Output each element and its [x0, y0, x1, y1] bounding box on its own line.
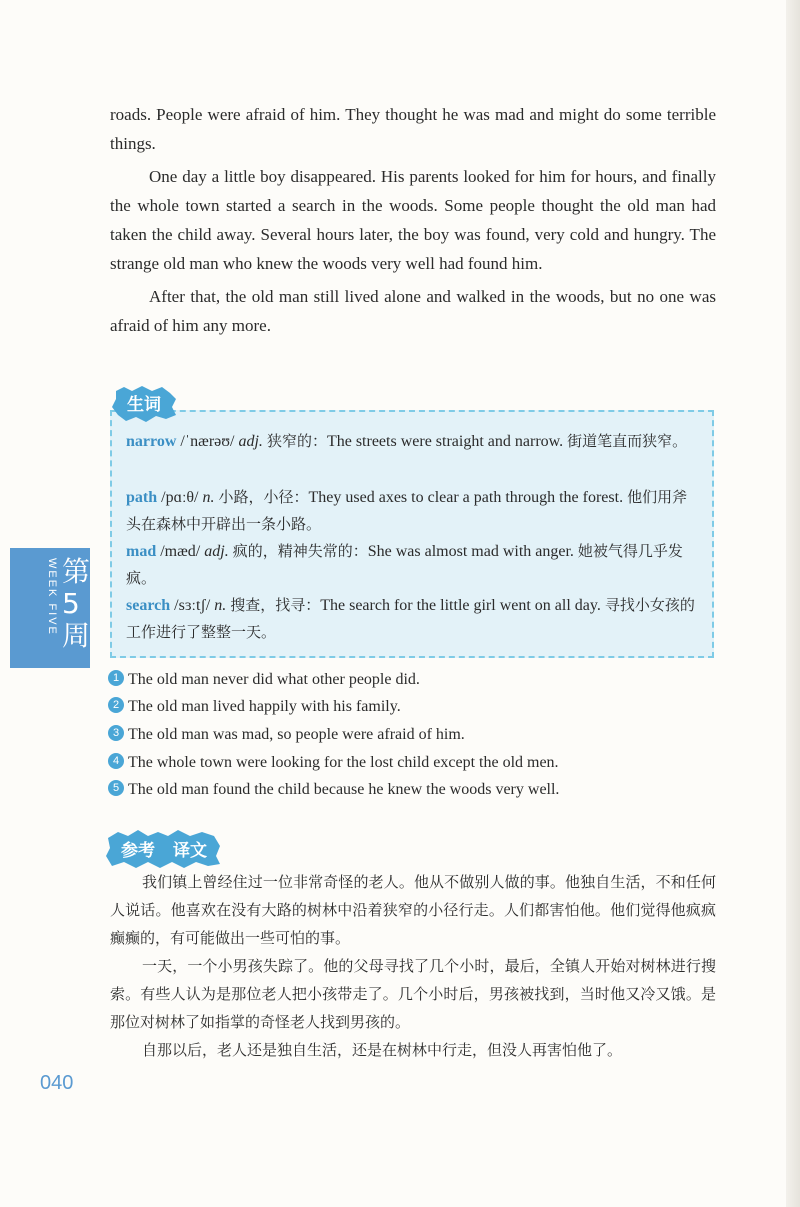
week-tab-number: 5: [62, 587, 80, 620]
vocab-meaning: 疯的，精神失常的：: [232, 542, 368, 560]
week-tab-english: WEEK FIVE: [46, 558, 58, 636]
vocab-part-of-speech: adj.: [204, 543, 229, 560]
translation-paragraph: 自那以后，老人还是独自生活，还是在树林中行走，但没人再害怕他了。: [142, 1041, 623, 1059]
page-number: 040: [40, 1072, 74, 1094]
vocab-word: search: [126, 597, 171, 614]
vocab-entry-search: [126, 592, 701, 646]
vocab-example-translation: 寻找小女孩的工作进行了整整一天。: [126, 596, 695, 641]
vocab-example-translation: 他们用斧头在森林中开辟出一条小路。: [126, 488, 688, 533]
vocab-entry-path: [126, 484, 701, 538]
question-text: The old man was mad, so people were afraid of him.: [128, 726, 465, 743]
vocab-pronunciation: /ˈnærəʊ/: [180, 433, 235, 450]
story-paragraph: roads. People were afraid of him. They thought he was mad and might do some terrible things.: [110, 105, 716, 153]
week-tab-suffix: 周: [62, 619, 91, 652]
question-number: 3: [108, 725, 124, 741]
vocab-meaning: 狭窄的：: [266, 432, 327, 450]
vocabulary-tag: [110, 385, 178, 423]
vocab-pronunciation: /sɜːtʃ/: [174, 597, 211, 614]
vocab-example: The streets were straight and narrow.: [326, 433, 564, 450]
vocab-part-of-speech: n.: [202, 489, 215, 506]
vocab-word: path: [126, 489, 158, 506]
story-paragraph: One day a little boy disappeared. His parents looked for him for hours, and finally the whole town started a search in the woods. Some people thought the old man had taken the child away. Several hours later, the boy was found, very cold and hungry. The strange old man who knew the woods very well had found him.: [110, 167, 716, 273]
vocab-pronunciation: /pɑːθ/: [161, 489, 199, 506]
vocab-part-of-speech: adj.: [238, 433, 263, 450]
translation-tag: [104, 826, 224, 870]
vocab-example-translation: 街道笔直而狭窄。: [567, 432, 688, 450]
story-text: [110, 100, 716, 344]
story-paragraph: After that, the old man still lived alone and walked in the woods, but no one was afraid of him any more.: [110, 287, 716, 335]
question-number: 2: [108, 697, 124, 713]
vocab-word: narrow: [126, 433, 177, 450]
question-text: The old man never did what other people did.: [128, 671, 420, 688]
question-text: The old man found the child because he knew the woods very well.: [128, 781, 560, 798]
vocab-example: She was almost mad with anger.: [367, 543, 574, 560]
question-item: [108, 780, 559, 800]
question-item: [108, 725, 465, 745]
vocab-entry-mad: [126, 538, 701, 592]
vocab-meaning: 搜查，找寻：: [230, 596, 321, 614]
question-number: 4: [108, 753, 124, 769]
question-number: 1: [108, 670, 124, 686]
question-item: [108, 753, 559, 773]
translation-tag-label-a: 参考: [121, 841, 155, 861]
page-edge: [786, 0, 800, 1207]
vocab-pronunciation: /mæd/: [160, 543, 201, 560]
vocab-part-of-speech: n.: [214, 597, 227, 614]
vocab-example: The search for the little girl went on all day.: [320, 597, 601, 614]
question-item: [108, 697, 401, 717]
translation-paragraph: 我们镇上曾经住过一位非常奇怪的老人。他从不做别人做的事。他独自生活，不和任何人说话。他喜欢在没有大路的树林中沿着狭窄的小径行走。人们都害怕他。他们觉得他疯疯癫癫的，有可能做出一些可怕的事。: [110, 873, 716, 947]
translation-tag-label-b: 译文: [173, 841, 207, 861]
vocabulary-tag-label: 生词: [127, 395, 161, 415]
question-number: 5: [108, 780, 124, 796]
question-text: The whole town were looking for the lost child except the old men.: [128, 754, 559, 771]
vocab-example: They used axes to clear a path through the forest.: [308, 489, 624, 506]
vocab-entry-narrow: [126, 428, 701, 455]
week-tab-chinese: [62, 556, 92, 652]
vocab-example-translation: 她被气得几乎发疯。: [126, 542, 683, 587]
week-tab-prefix: 第: [62, 555, 91, 588]
translation-text: [110, 868, 716, 1064]
vocab-word: mad: [126, 543, 157, 560]
translation-paragraph: 一天，一个小男孩失踪了。他的父母寻找了几个小时，最后，全镇人开始对树林进行搜索。有些人认为是那位老人把小孩带走了。几个小时后，男孩被找到，当时他又冷又饿。是那位对树林了如指掌的奇怪老人找到男孩的。: [110, 957, 716, 1031]
week-tab: [10, 548, 90, 668]
vocab-meaning: 小路，小径：: [218, 488, 309, 506]
question-item: [108, 670, 420, 690]
question-text: The old man lived happily with his family.: [128, 698, 401, 715]
